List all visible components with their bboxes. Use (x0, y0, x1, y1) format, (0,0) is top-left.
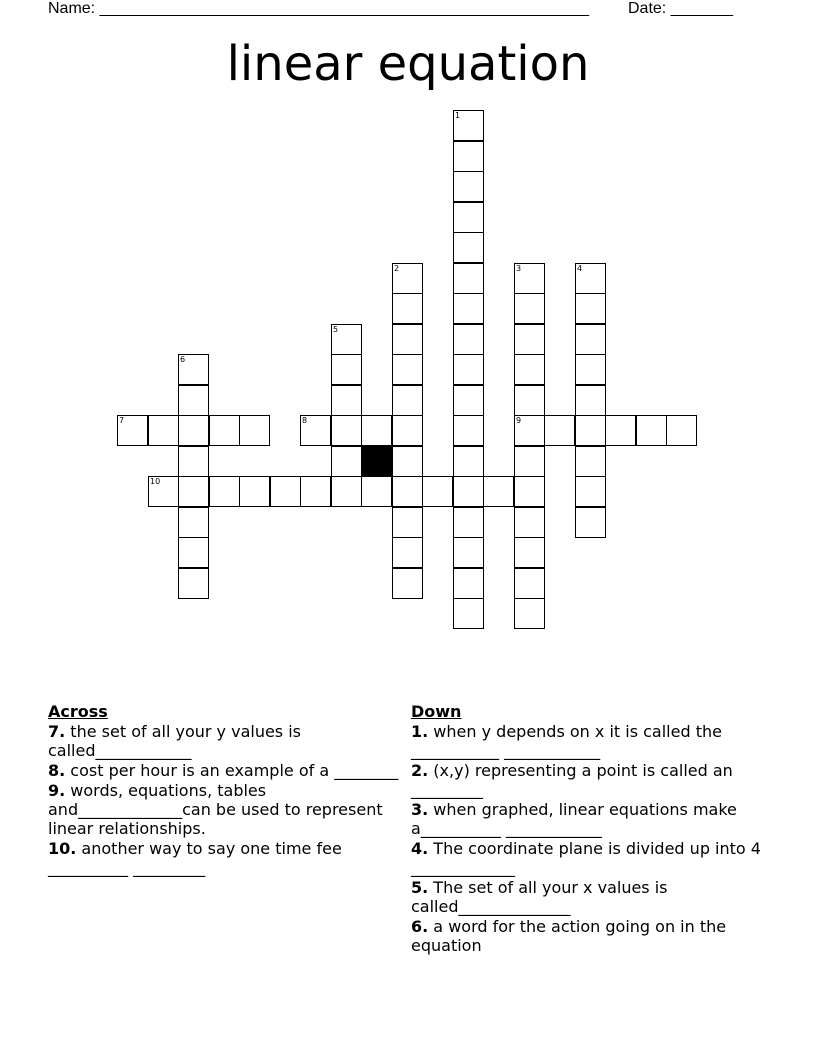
clue-down-6 (411, 917, 771, 955)
crossword-cell[interactable] (483, 476, 514, 507)
crossword-cell[interactable] (453, 415, 484, 446)
clue-across-9 (48, 781, 408, 838)
crossword-cell[interactable] (575, 446, 606, 477)
crossword-cell[interactable] (575, 293, 606, 324)
clue-down-4 (411, 839, 771, 877)
crossword-cell[interactable] (514, 263, 545, 294)
crossword-cell[interactable] (392, 385, 423, 416)
clue-text: (x,y) representing a point is called an _________ (411, 761, 733, 799)
clue-number-label: 3 (516, 264, 522, 273)
clue-number-label: 9 (516, 416, 522, 425)
crossword-cell[interactable] (392, 415, 423, 446)
clue-number-label: 10 (150, 477, 161, 486)
clue-number: 4. (411, 839, 429, 858)
across-heading: Across (48, 702, 108, 721)
crossword-cell[interactable] (209, 415, 240, 446)
crossword-cell[interactable] (453, 232, 484, 263)
crossword-cell[interactable] (544, 415, 575, 446)
crossword-cell[interactable] (453, 263, 484, 294)
clue-down-2 (411, 761, 771, 799)
clue-number: 3. (411, 800, 429, 819)
crossword-cell[interactable] (178, 446, 209, 477)
crossword-cell[interactable] (392, 476, 423, 507)
crossword-cell[interactable] (514, 415, 545, 446)
crossword-cell[interactable] (392, 263, 423, 294)
clue-number: 1. (411, 722, 429, 741)
across-clues (48, 702, 408, 878)
clue-number: 7. (48, 722, 66, 741)
clue-number-label: 5 (333, 325, 339, 334)
crossword-cell[interactable] (453, 476, 484, 507)
clue-text: The set of all your x values is called______________ (411, 878, 668, 916)
crossword-cell[interactable] (453, 598, 484, 629)
crossword-cell[interactable] (575, 354, 606, 385)
crossword-cell[interactable] (514, 446, 545, 477)
crossword-cell[interactable] (178, 507, 209, 538)
clue-number: 8. (48, 761, 66, 780)
clue-down-5 (411, 878, 771, 916)
crossword-cell[interactable] (392, 324, 423, 355)
clue-number-label: 4 (577, 264, 583, 273)
crossword-cell[interactable] (575, 415, 606, 446)
crossword-cell[interactable] (239, 476, 270, 507)
crossword-cell[interactable] (148, 415, 179, 446)
clue-number-label: 7 (119, 416, 125, 425)
crossword-cell[interactable] (361, 415, 392, 446)
crossword-cell[interactable] (178, 354, 209, 385)
crossword-cell[interactable] (514, 537, 545, 568)
crossword-cell[interactable] (575, 507, 606, 538)
clue-text: another way to say one time fee __________ _________ (48, 839, 342, 877)
crossword-cell[interactable] (178, 476, 209, 507)
crossword-cell[interactable] (514, 476, 545, 507)
crossword-cell[interactable] (453, 202, 484, 233)
crossword-cell[interactable] (361, 476, 392, 507)
crossword-cell[interactable] (331, 385, 362, 416)
crossword-cell[interactable] (453, 354, 484, 385)
crossword-cell[interactable] (209, 476, 240, 507)
crossword-cell[interactable] (331, 354, 362, 385)
crossword-cell[interactable] (453, 385, 484, 416)
crossword-cell[interactable] (392, 293, 423, 324)
crossword-cell[interactable] (575, 476, 606, 507)
crossword-cell[interactable] (117, 415, 148, 446)
crossword-cell[interactable] (453, 110, 484, 141)
crossword-cell[interactable] (514, 293, 545, 324)
date-field: Date: _______ (628, 0, 733, 17)
crossword-cell[interactable] (605, 415, 636, 446)
name-field: Name: _______________________________________________________ (48, 0, 589, 17)
crossword-cell[interactable] (392, 507, 423, 538)
clue-number: 9. (48, 781, 66, 800)
crossword-cell[interactable] (148, 476, 179, 507)
crossword-cell[interactable] (392, 446, 423, 477)
crossword-cell[interactable] (453, 537, 484, 568)
down-heading: Down (411, 702, 462, 721)
crossword-cell[interactable] (239, 415, 270, 446)
crossword-cell[interactable] (453, 171, 484, 202)
crossword-cell[interactable] (453, 446, 484, 477)
crossword-cell[interactable] (300, 415, 331, 446)
crossword-cell[interactable] (270, 476, 301, 507)
clue-number: 5. (411, 878, 429, 897)
crossword-cell[interactable] (453, 507, 484, 538)
black-square (361, 446, 392, 477)
clue-text: when y depends on x it is called the ___________ ____________ (411, 722, 722, 760)
clue-text: cost per hour is an example of a ________ (65, 761, 399, 780)
crossword-cell[interactable] (514, 385, 545, 416)
crossword-cell[interactable] (636, 415, 667, 446)
crossword-cell[interactable] (453, 568, 484, 599)
crossword-cell[interactable] (392, 568, 423, 599)
crossword-cell[interactable] (331, 324, 362, 355)
crossword-cell[interactable] (178, 568, 209, 599)
clue-text: a word for the action going on in the equation (411, 917, 727, 955)
crossword-cell[interactable] (453, 293, 484, 324)
crossword-cell[interactable] (178, 537, 209, 568)
crossword-cell[interactable] (178, 385, 209, 416)
clue-text: the set of all your y values is called____________ (48, 722, 301, 760)
crossword-cell[interactable] (453, 324, 484, 355)
down-clues (411, 702, 771, 956)
clue-text: words, equations, tables and_____________can be used to represent linear relationships. (48, 781, 383, 838)
crossword-cell[interactable] (514, 568, 545, 599)
clue-across-7 (48, 722, 408, 760)
clue-number: 6. (411, 917, 429, 936)
crossword-cell[interactable] (331, 446, 362, 477)
clue-across-10 (48, 839, 408, 877)
clue-number-label: 1 (455, 111, 461, 120)
crossword-cell[interactable] (514, 598, 545, 629)
clue-down-3 (411, 800, 771, 838)
clue-text: The coordinate plane is divided up into 4 _____________ (411, 839, 761, 877)
crossword-cell[interactable] (422, 476, 453, 507)
crossword-cell[interactable] (453, 141, 484, 172)
crossword-cell[interactable] (666, 415, 697, 446)
crossword-cell[interactable] (392, 537, 423, 568)
clue-number-label: 8 (302, 416, 308, 425)
crossword-cell[interactable] (392, 354, 423, 385)
clue-text: when graphed, linear equations make a__________ ____________ (411, 800, 737, 838)
page-title: linear equation (226, 36, 590, 92)
crossword-cell[interactable] (514, 507, 545, 538)
crossword-cell[interactable] (575, 263, 606, 294)
crossword-cell[interactable] (575, 324, 606, 355)
clue-number: 2. (411, 761, 429, 780)
clue-number-label: 6 (180, 355, 186, 364)
crossword-cell[interactable] (178, 415, 209, 446)
crossword-cell[interactable] (514, 324, 545, 355)
crossword-cell[interactable] (300, 476, 331, 507)
crossword-cell[interactable] (331, 415, 362, 446)
crossword-cell[interactable] (514, 354, 545, 385)
clue-number: 10. (48, 839, 77, 858)
crossword-cell[interactable] (575, 385, 606, 416)
clue-down-1 (411, 722, 771, 760)
clue-number-label: 2 (394, 264, 400, 273)
crossword-cell[interactable] (331, 476, 362, 507)
clue-across-8 (48, 761, 408, 780)
